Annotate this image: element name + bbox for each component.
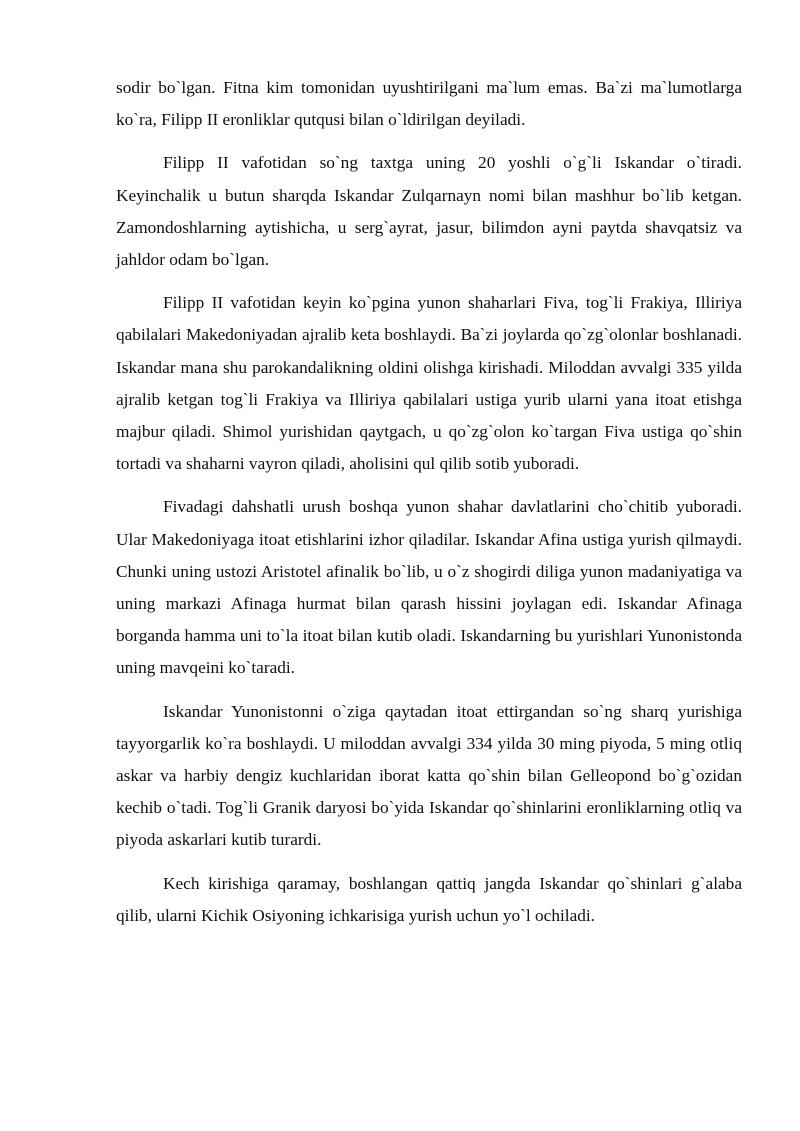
paragraph-eastern-campaign: Iskandar Yunonistonni o`ziga qaytadan itoat ettirgandan so`ng sharq yurishiga tayyorgarlik ko`ra boshlaydi. U miloddan avvalgi 334 yilda 30 ming piyoda, 5 ming otliq askar va harbiy dengiz kuchlaridan iborat katta qo`shin bilan Gelleopond bo`g`ozidan kechib o`tadi. Tog`li Granik daryosi bo`yida Iskandar qo`shinlarini eronliklarning otliq va piyoda askarlari kutib turardi. — [116, 701, 742, 850]
document-page — [116, 72, 742, 943]
paragraph-cities-revolt: Filipp II vafotidan keyin ko`pgina yunon shaharlari Fiva, tog`li Frakiya, Illiriya qabilalari Makedoniyadan ajralib keta boshlaydi. Ba`zi joylarda qo`zg`olonlar boshlanadi. Iskandar mana shu parokandalikning oldini olishga kirishadi. Miloddan avvalgi 335 yilda ajralib ketgan tog`li Frakiya va Illiriya qabilalari ustiga yurib ularni yana itoat etishga majbur qiladi. Shimol yurishidan qaytgach, u qo`zg`olon ko`targan Fiva ustiga qo`shin tortadi va shaharni vayron qiladi, aholisini qul qilib sotib yuboradi. — [116, 293, 742, 474]
paragraph-iskandar-throne: Filipp II vafotidan so`ng taxtga uning 20 yoshli o`g`li Iskandar o`tiradi. Keyinchalik u butun sharqda Iskandar Zulqarnayn nomi bilan mashhur bo`lib ketgan. Zamondoshlarning aytishicha, u serg`ayrat, jasur, bilimdon ayni paytda shavqatsiz va jahldor odam bo`lgan. — [116, 153, 742, 270]
paragraph-granik-battle: Kech kirishiga qaramay, boshlangan qattiq jangda Iskandar qo`shinlari g`alaba qilib, ularni Kichik Osiyoning ichkarisiga yurish uchun yo`l ochiladi. — [116, 873, 742, 925]
paragraph-continuation: sodir bo`lgan. Fitna kim tomonidan uyushtirilgani ma`lum emas. Ba`zi ma`lumotlarga ko`ra, Filipp II eronliklar qutqusi bilan o`ldirilgan deyiladi. — [116, 78, 742, 130]
paragraph-fiva-war: Fivadagi dahshatli urush boshqa yunon shahar davlatlarini cho`chitib yuboradi. Ular Makedoniyaga itoat etishlarini izhor qiladilar. Iskandar Afina ustiga yurish qilmaydi. Chunki uning ustozi Aristotel afinalik bo`lib, u o`z shogirdi diliga yunon madaniyatiga va uning markazi Afinaga hurmat bilan qarash hissini joylagan edi. Iskandar Afinaga borganda hamma uni to`la itoat bilan kutib oladi. Iskandarning bu yurishlari Yunonistonda uning mavqeini ko`taradi. — [116, 497, 742, 678]
